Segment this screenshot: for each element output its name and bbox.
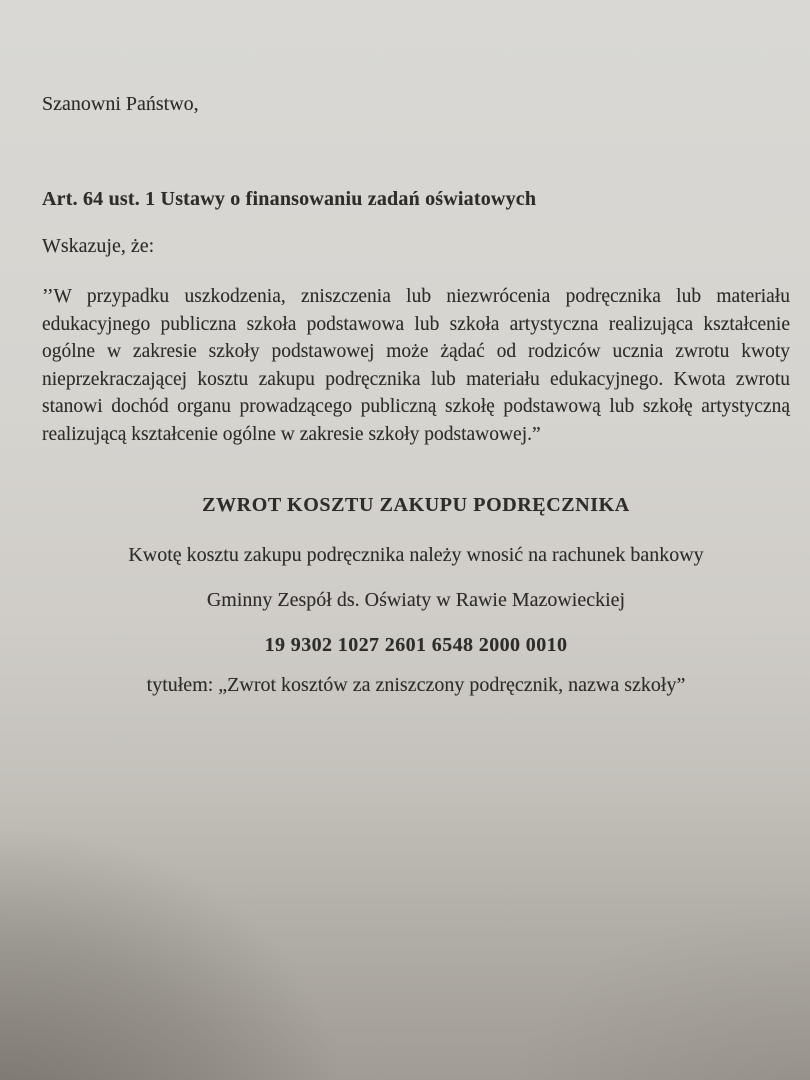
section-title: ZWROT KOSZTU ZAKUPU PODRĘCZNIKA	[202, 494, 630, 516]
law-quote-paragraph: ’’W przypadku uszkodzenia, zniszczenia lub niezwrócenia podręcznika lub materiału edukacyjnego publiczna szkoła podstawowa lub szkoła artystyczna realizująca kształcenie ogólne w zakresie szkoły podstawowej może żądać od rodziców ucznia zwrotu kwoty nieprzekraczającej kosztu zakupu podręcznika lub materiału edukacyjnego. Kwota zwrotu stanowi dochód organu prowadzącego publiczną szkołę podstawową lub szkołę artystyczną realizującą kształcenie ogólne w zakresie szkoły podstawowej.”	[42, 286, 790, 445]
salutation: Szanowni Państwo,	[42, 93, 199, 115]
payment-instruction: Kwotę kosztu zakupu podręcznika należy wnosić na rachunek bankowy	[128, 544, 704, 566]
bank-account-number: 19 9302 1027 2601 6548 2000 0010	[264, 634, 568, 656]
law-heading: Art. 64 ust. 1 Ustawy o finansowaniu zadań oświatowych	[42, 188, 537, 210]
law-intro: Wskazuje, że:	[42, 235, 155, 257]
payee-name: Gminny Zespół ds. Oświaty w Rawie Mazowieckiej	[206, 589, 626, 611]
transfer-title-line: tytułem: „Zwrot kosztów za zniszczony podręcznik, nazwa szkoły”	[146, 674, 686, 696]
